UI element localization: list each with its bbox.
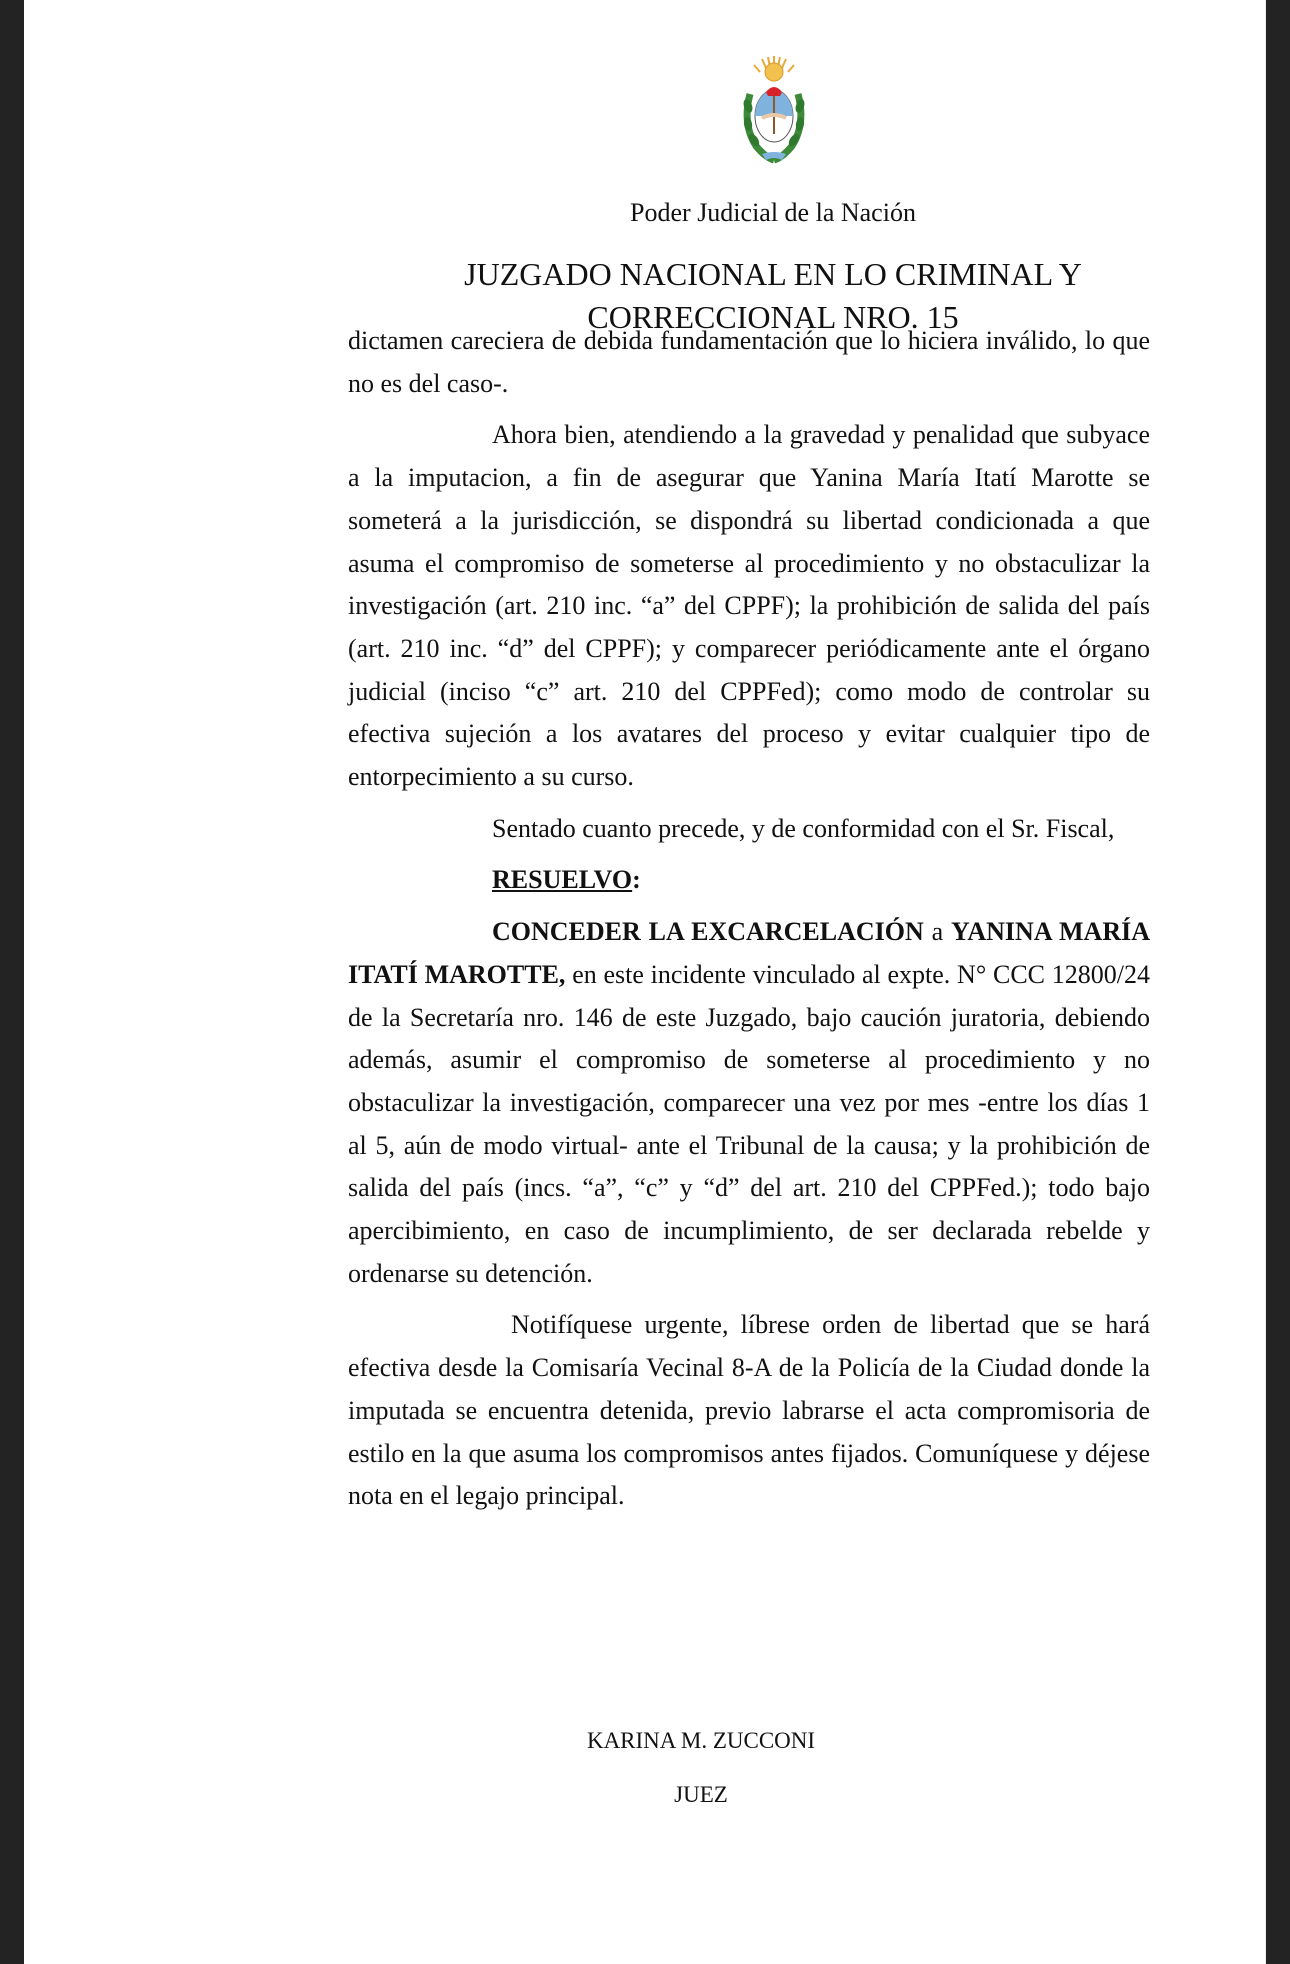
institution-heading: Poder Judicial de la Nación [630, 198, 916, 227]
paragraph-4 [348, 911, 1150, 1295]
resuelvo-colon: : [632, 865, 641, 895]
defendant-name: YANINA MARÍA ITATÍ MAROTTE, [348, 917, 1150, 989]
operative-decision: CONCEDER LA EXCARCELACIÓN [492, 917, 924, 947]
ruling-body [348, 320, 1150, 1527]
national-coat-of-arms-icon [736, 54, 812, 166]
paragraph-1: dictamen careciera de debida fundamentación que lo hiciera inválido, lo que no es del caso-. [348, 326, 1150, 398]
resuelvo-label: RESUELVO [492, 865, 633, 895]
operative-conditions: en este incidente vinculado al expte. N° CCC 12800/24 de la Secretaría nro. 146 de este Juzgado, bajo caución juratoria, debiendo además, asumir el compromiso de someterse al procedimiento y no obstaculizar la investigación, comparecer una vez por mes -entre los días 1 al 5, aún de modo virtual- ante el Tribunal de la causa; y la prohibición de salida del país (incs. “a”, “c” y “d” del art. 210 del CPPFed.); todo bajo apercibimiento, en caso de incumplimiento, de ser declarada rebelde y ordenarse su detención. [348, 959, 1150, 1288]
screen-border-left [0, 0, 24, 1964]
paragraph-2: Ahora bien, atendiendo a la gravedad y penalidad que subyace a la imputacion, a fin de asegurar que Yanina María Itatí Marotte se someterá a la jurisdicción, se dispondrá su libertad condicionada a que asuma el compromiso de someterse al procedimiento y no obstaculizar la investigación (art. 210 inc. “a” del CPPF); la prohibición de salida del país (art. 210 inc. “d” del CPPF); y comparecer periódicamente ante el órgano judicial (inciso “c” art. 210 del CPPFed); como modo de controlar su efectiva sujeción a los avatares del proceso y evitar cualquier tipo de entorpecimiento a su curso. [348, 420, 1150, 792]
signature-name: KARINA M. ZUCCONI [586, 1728, 816, 1753]
operative-connector: a [923, 917, 951, 947]
document-page [24, 0, 1265, 1964]
signature-title: JUEZ [674, 1782, 728, 1807]
paragraph-3: Sentado cuanto precede, y de conformidad con el Sr. Fiscal, [492, 813, 1115, 843]
court-heading-line-2: CORRECCIONAL NRO. 15 [587, 299, 959, 335]
paragraph-5: Notifíquese urgente, líbrese orden de libertad que se hará efectiva desde la Comisaría Vecinal 8-A de la Policía de la Ciudad donde la imputada se encuentra detenida, previo labrarse el acta compromisoria de estilo en la que asuma los compromisos antes fijados. Comuníquese y déjese nota en el legajo principal. [348, 1310, 1150, 1511]
resuelvo-heading [348, 859, 1150, 902]
court-heading-line-1: JUZGADO NACIONAL EN LO CRIMINAL Y [464, 256, 1082, 292]
